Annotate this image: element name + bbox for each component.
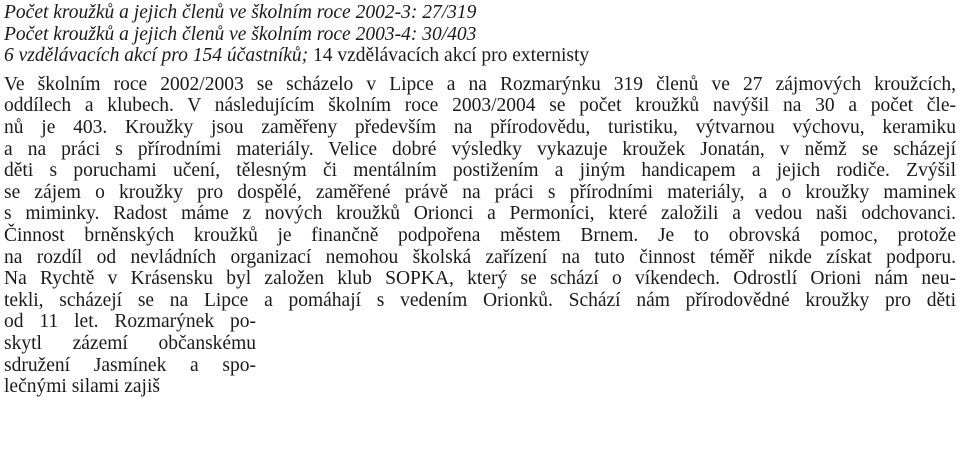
paragraph-line: Ve školním roce 2002/2003 se scházelo v Lipce a na Rozmarýnku 319 členů ve 27 zájmových kroužcích, bbox=[4, 73, 956, 95]
paragraph-line: od 11 let. Rozmarýnek po- bbox=[4, 311, 256, 333]
paragraph-line: sdružení Jasmínek a spo- bbox=[4, 354, 256, 376]
paragraph-line: nů je 403. Kroužky jsou zaměřeny především na přírodovědu, turistiku, výtvarnou výchovu, keramiku bbox=[4, 116, 956, 138]
stats-line-1: Počet kroužků a jejich členů ve školním roce 2002-3: 27/319 bbox=[4, 2, 477, 23]
paragraph-line: lečnými silami zajiš bbox=[4, 376, 160, 398]
paragraph-line: Činnost brněnských kroužků je finančně podpořena městem Brnem. Je to obrovská pomoc, protože bbox=[4, 224, 956, 246]
events-line-italic: 6 vzdělávacích akcí pro 154 účastníků; bbox=[4, 45, 309, 67]
body-paragraph bbox=[4, 74, 956, 398]
events-line bbox=[4, 45, 956, 67]
paragraph-line: s miminky. Radost máme z nových kroužků Orionci a Permoníci, které založili a vedou naši odchovanci. bbox=[4, 203, 956, 225]
paragraph-line: se zájem o kroužky pro dospělé, zaměřené právě na práci s přírodními materiály, a o kroužky maminek bbox=[4, 181, 956, 203]
paragraph-line: na rozdíl od nevládních organizací nemohou školská zařízení na tuto činnost téměř nikde získat podporu. bbox=[4, 246, 956, 268]
events-line-normal: 14 vzdělávacích akcí pro externisty bbox=[308, 45, 590, 67]
paragraph-line: skytl zázemí občanskému bbox=[4, 332, 256, 354]
paragraph-line: děti s poruchami učení, tělesným či mentálním postižením a jiným handicapem a jejich rodiče. Zvýšil bbox=[4, 160, 956, 182]
section-gap bbox=[4, 67, 956, 74]
document-page bbox=[4, 2, 956, 398]
paragraph-line: Na Rychtě v Krásensku byl založen klub SOPKA, který se schází o víkendech. Odrostlí Orioni nám neu- bbox=[4, 268, 956, 290]
paragraph-line: a na práci s přírodními materiály. Velice dobré výsledky vykazuje kroužek Jonatán, v němž se scházejí bbox=[4, 138, 956, 160]
paragraph-line: oddílech a klubech. V následujícím školním roce 2003/2004 se počet kroužků navýšil na 30 a počet čle- bbox=[4, 95, 956, 117]
paragraph-line: tekli, scházejí se na Lipce a pomáhají s vedením Orionků. Schází nám přírodovědné kroužky pro děti bbox=[4, 289, 956, 311]
stats-line-2: Počet kroužků a jejich členů ve školním roce 2003-4: 30/403 bbox=[4, 23, 477, 45]
